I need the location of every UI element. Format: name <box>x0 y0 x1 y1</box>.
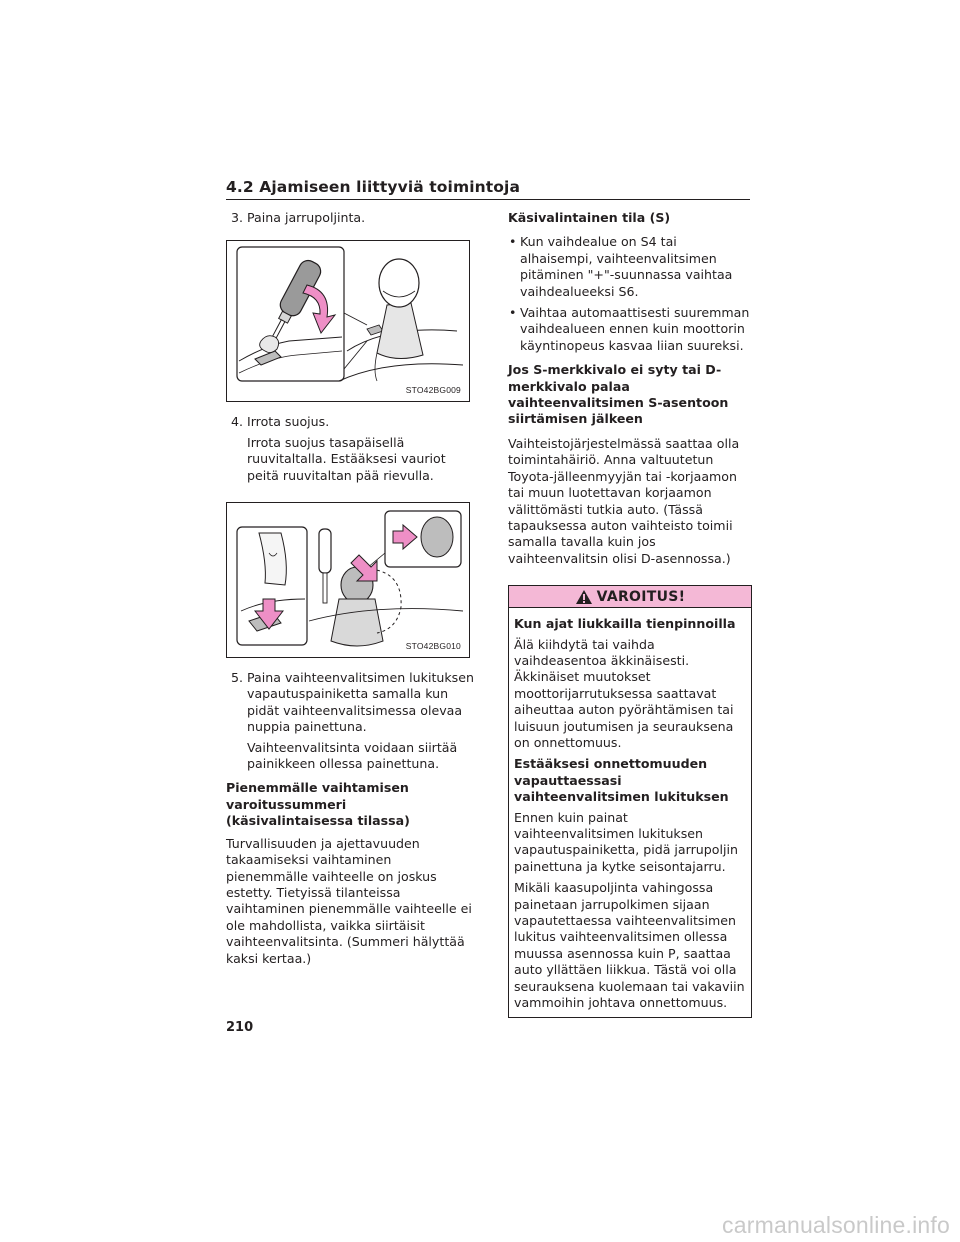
downshift-warning-heading: Pienemmälle vaihtamisen varoitussummeri (käsivalintaisessa tilassa) <box>226 780 410 829</box>
step-4-detail: Irrota suojus tasapäisellä ruuvitaltalla. Estääksesi vauriot peitä ruuvitaltan pää rievulla. <box>247 434 446 483</box>
warning-text: Ennen kuin painat vaihteenvalitsimen lukituksen vapautuspainiketta, pidä jarrupoljin painettuna ja kytke seisontajarru. <box>514 809 738 874</box>
step-text: Paina vaihteenvalitsimen lukituksen vapautuspainiketta samalla kun pidät vaihteenvalitsimessa olevaa nuppia painettuna. <box>247 670 474 735</box>
figure-code: STO42BG010 <box>405 641 461 652</box>
step-5 <box>226 670 474 736</box>
step-3 <box>226 210 474 226</box>
bullet-icon: • <box>509 305 517 321</box>
bullet-icon: • <box>509 234 517 250</box>
warning-box <box>508 585 752 1018</box>
indicator-text: Vaihteistojärjestelmässä saattaa olla toimintahäiriö. Anna valtuutetun Toyota-jälleenmyyjän tai -korjaamon tai muun luotettavan korjaamon välittömästi tutkia auto. (Tässä tapauksessa auton vaihteisto toimii samalla tavalla kuin jos vaihteenvalitsin olisi D-asennossa.) <box>508 435 740 566</box>
section-title: 4.2 Ajamiseen liittyviä toimintoja <box>226 178 521 196</box>
illustration-screwdriver-cover <box>227 241 471 403</box>
warning-triangle-icon <box>575 589 593 605</box>
warning-content <box>509 608 751 1017</box>
list-item: • Kun vaihdealue on S4 tai alhaisempi, vaihteenvalitsimen pitäminen "+"-suunnassa vaihtaa vaihdealueeksi S6. <box>509 234 733 299</box>
page-number: 210 <box>226 1020 254 1035</box>
step-number: 4. <box>231 414 244 430</box>
step-4 <box>226 414 474 430</box>
step-text: Paina jarrupoljinta. <box>247 210 366 225</box>
indicator-heading: Jos S-merkkivalo ei syty tai D-merkkivalo palaa vaihteenvalitsimen S-asentoon siirtämisen jälkeen <box>508 362 729 427</box>
warning-subheading: Kun ajat liukkailla tienpinnoilla <box>514 616 736 632</box>
warning-text: Älä kiihdytä tai vaihda vaihdeasentoa äkkinäisesti. Äkkinäiset muutokset moottorijarrutuksessa saattavat aiheuttaa auton pyörähtämisen tai luisuun joutumisen ja seurauksena on onnettomuus. <box>514 636 734 750</box>
figure-press-brake <box>226 240 470 402</box>
warning-title: VAROITUS! <box>596 588 686 605</box>
downshift-warning-text: Turvallisuuden ja ajettavuuden takaamiseksi vaihtaminen pienemmälle vaihteelle on joskus estetty. Tietyissä tilanteissa vaihtaminen pienemmälle vaihteelle ei ole mahdollista, vaikka siirtäisit vaihteenvalitsinta. (Summeri hälyttää kaksi kertaa.) <box>226 835 472 966</box>
step-number: 5. <box>231 670 244 686</box>
step-number: 3. <box>231 210 244 225</box>
step-text: Irrota suojus. <box>247 414 330 430</box>
illustration-shift-release <box>227 503 471 659</box>
section-header <box>226 178 750 200</box>
right-column <box>508 210 752 1018</box>
warning-text: Mikäli kaasupoljinta vahingossa painetaan jarrupolkimen sijaan vapautettaessa vaihteenvalitsimen lukitus vaihteenvalitsimen ollessa muussa asennossa kuin P, saattaa auto yllättäen liikkua. Tästä voi olla seurauksena kuolemaan tai vakaviin vammoihin johtava onnettomuus. <box>514 880 745 1011</box>
watermark: carmanualsonline.info <box>722 1212 950 1238</box>
list-item: • Vaihtaa automaattisesti suuremman vaihdealueen ennen kuin moottorin käyntinopeus kasvaa liian suureksi. <box>509 305 750 353</box>
figure-remove-cover <box>226 502 470 658</box>
left-column <box>226 210 474 973</box>
manual-mode-heading: Käsivalintainen tila (S) <box>508 210 671 225</box>
step-5-detail: Vaihteenvalitsinta voidaan siirtää painikkeen ollessa painettuna. <box>247 739 458 772</box>
warning-header <box>509 586 751 608</box>
figure-code: STO42BG009 <box>405 385 461 396</box>
warning-subheading: Estääksesi onnettomuuden vapauttaessasi vaihteenvalitsimen lukituksen <box>514 756 729 805</box>
